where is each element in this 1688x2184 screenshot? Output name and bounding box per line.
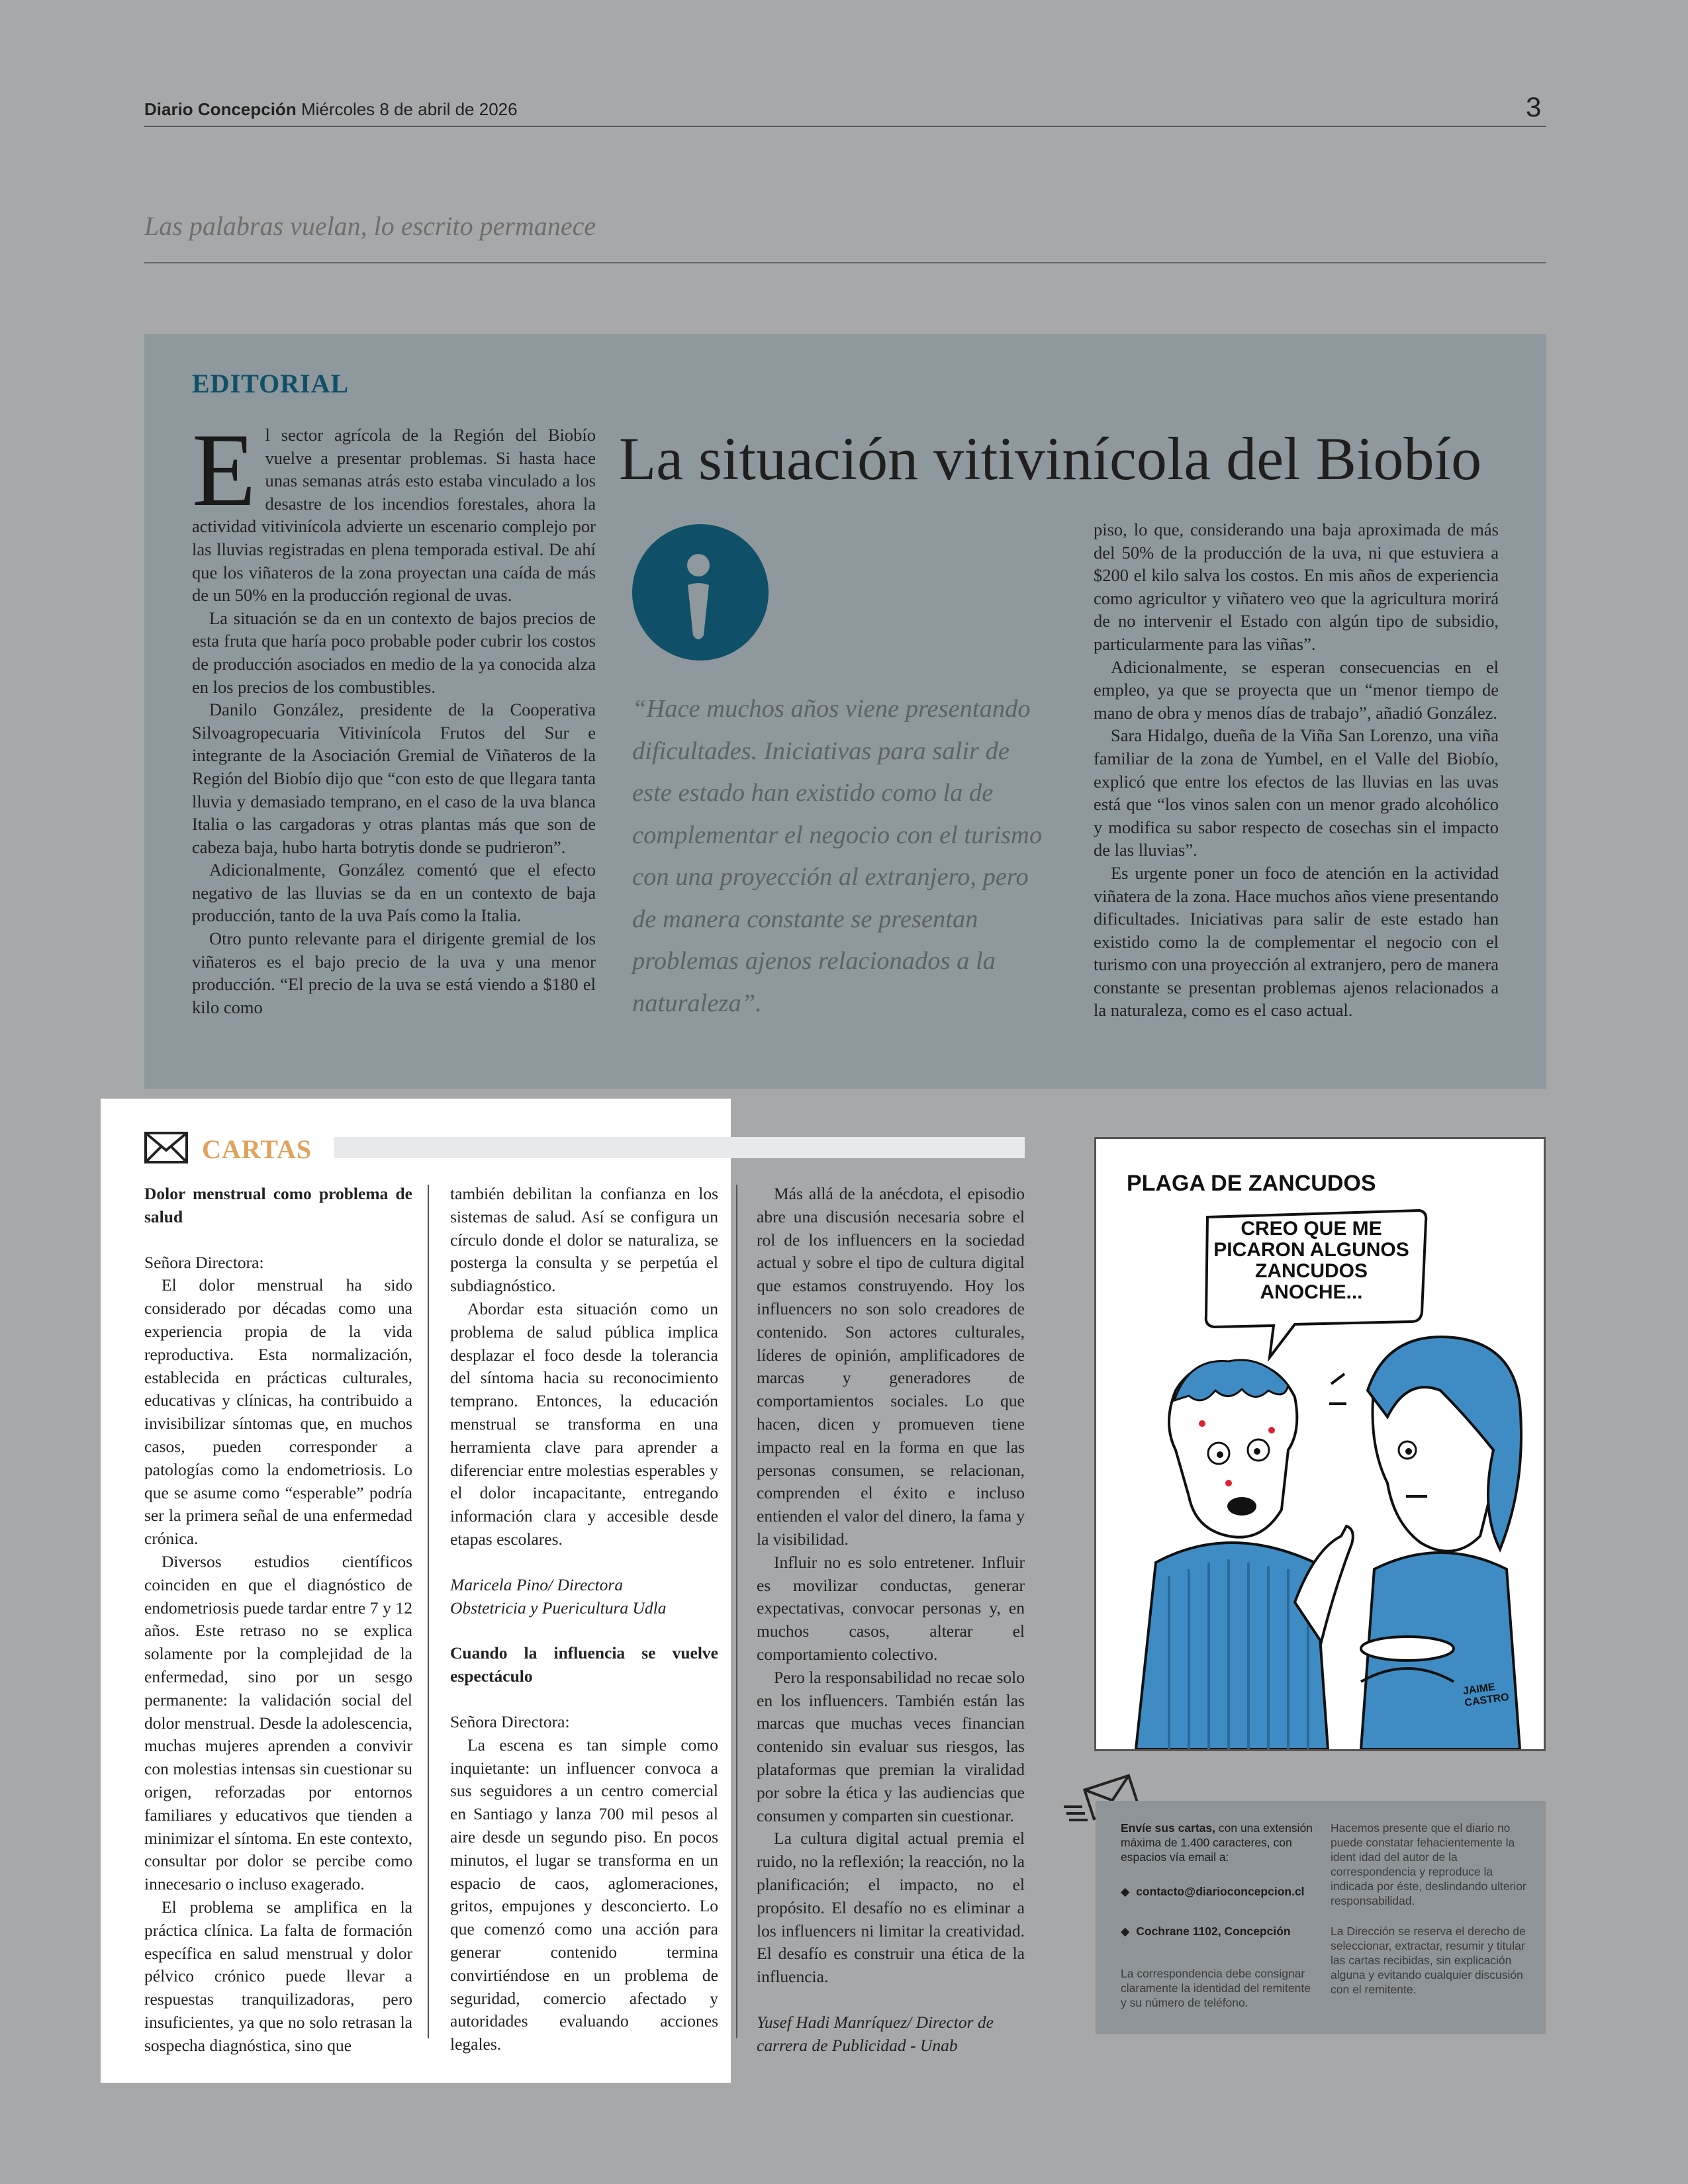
editorial-paragraph: Adicionalmente, González comentó que el efecto negativo de las lluvias se da en un contexto de baja producción, tanto de la uva País como la Italia. [192,860,596,926]
letters-column-3 [757,1183,1025,2057]
publication-header [144,99,518,120]
info-icon [632,524,769,660]
editorial-paragraph: piso, lo que, considerando una baja aproximada de más del 50% de la producción de la uva, ni que estuviera a $200 el kilo salva los costos. En mis años de experiencia como agricultor y viñatero veo que la agricultura morirá de no intervenir el Estado con algún tipo de subsidio, particularmente para las viñas”. [1094,520,1499,654]
editorial-column-1 [192,412,596,1019]
letter-salutation: Señora Directora: [144,1252,264,1272]
letter-paragraph: Abordar esta situación como un problema de salud pública implica desplazar el foco desde la tolerancia del síntoma hacia su reconocimiento temprano. Entonces, la educación menstrual se transforma en una herramienta clave para aprender a diferenciar entre molestias esperables y el dolor incapacitante, entregando información clara y accesible desde etapas escolares. [450,1298,718,1549]
cartoon-signature: JAIME CASTRO [1462,1681,1510,1709]
letters-column-1 [144,1183,412,2057]
section-tagline: Las palabras vuelan, lo escrito permanece [144,211,596,241]
header-rule [144,126,1546,127]
publication-name: Diario Concepción [144,99,297,119]
note-left: La correspondencia debe consignar claramente la identidad del remitente y su número de teléfono. [1121,1967,1311,2009]
letter-signature: carrera de Publicidad - Unab [757,2035,958,2055]
letters-column-2 [450,1183,718,2056]
send-heading: Envíe sus cartas, [1121,1821,1215,1835]
editorial-paragraph: La situación se da en un contexto de bajos precios de esta fruta que haría poco probable poder cubrir los costos de producción asociados en medio de la ya conocida alza en los precios de los combustibles. [192,608,596,697]
cartoon-panel [1094,1137,1546,1751]
letter-paragraph: Más allá de la anécdota, el episodio abre una discusión necesaria sobre el rol de los influencers en la sociedad actual y sobre el tipo de cultura digital que estamos construyendo. Hoy los influencers no son solo creadores de contenido. Son actores culturales, líderes de opinión, amplificadores de marcas y generadores de comportamientos sociales. Lo que hacen, dicen y promueven tiene impacto real en la forma en que las personas consumen, se relacionan, comprenden el éxito e incluso entienden el valor del dinero, la fama y la visibilidad. [757,1184,1025,1549]
letter-paragraph: La escena es tan simple como inquietante: un influencer convoca a sus seguidores a un centro comercial en Santiago y lanza 700 mil pesos al aire desde un segundo piso. En pocos minutos, el lugar se transforma en un espacio de caos, aglomeraciones, gritos, empujones y desconcierto. Lo que comenzó como una acción para generar contenido termina convirtiéndose en un problema de seguridad, comercio afectado y autoridades evaluando acciones legales. [450,1735,718,2054]
editorial-paragraph: Es urgente poner un foco de atención en la actividad viñatera de la zona. Hace muchos años viene presentando dificultades. Iniciativas para salir de este estado han existido como la de complementar el negocio con el turismo con una proyección al extranjero, pero de manera constante se presentan problemas ajenos relacionados a la naturaleza, como es el caso actual. [1094,862,1499,1021]
publication-date: Miércoles 8 de abril de 2026 [301,99,518,119]
envelope-icon [144,1132,188,1167]
letter-paragraph: Influir no es solo entretener. Influir es movilizar conductas, generar expectativas, convocar personas y, en muchos casos, alterar el comportamiento colectivo. [757,1552,1025,1664]
send-text: con una extensión máxima de 1.400 caracteres, con espacios vía email a: [1121,1821,1313,1864]
note-right-1: Hacemos presente que el diario no puede constatar fehacientemente la ident idad del autor de la correspondencia y reproduce la indicada por éste, deslindando ulterior responsabilidad. [1331,1821,1526,1907]
cartas-header-bar [334,1137,1025,1158]
letter-title: Dolor menstrual como problema de salud [144,1184,412,1226]
drop-cap: E [192,412,256,528]
tagline-rule [144,262,1546,263]
letter-paragraph: también debilitan la confianza en los sistemas de salud. Así se configura un círculo donde el dolor se naturaliza, se posterga la consulta y se perpetúa el subdiagnóstico. [450,1184,718,1296]
letter-paragraph: El dolor menstrual ha sido considerado por décadas como una experiencia propia de la vida reproductiva. Esta normalización, establecida en prácticas culturales, educativas y clínicas, ha contribuido a invisibilizar síntomas que, en muchos casos, pueden corresponder a patologías como la endometriosis. Lo que se asume como “esperable” podría ser la primera señal de una enfermedad crónica. [144,1275,412,1549]
editorial-column-3 [1094,518,1499,1022]
letter-salutation: Señora Directora: [450,1711,570,1731]
address-line [1121,1924,1291,1938]
send-instructions [1121,1821,1319,1864]
cartoon-title: PLAGA DE ZANCUDOS [1127,1171,1376,1196]
cartas-label: CARTAS [202,1134,312,1164]
letter-paragraph: Pero la responsabilidad no recae solo en los influencers. También están las marcas que muchas veces financian contenido sin evaluar sus riesgos, las plataformas que premian la viralidad por sobre la ética y las audiencias que consumen y comparten sin cuestionar. [757,1667,1025,1825]
editorial-paragraph: Adicionalmente, se esperan consecuencias en el empleo, ya que se proyecta que un “menor tiempo de mano de obra y menos días de trabajo”, añadió González. [1094,657,1499,723]
email-line [1121,1884,1305,1899]
editorial-pull-quote: “Hace muchos años viene presentando dificultades. Iniciativas para salir de este estado han existido como la de complementar el negocio con el turismo con una proyección al extranjero, pero de manera constante se presentan problemas ajenos relacionados a la naturaleza”. [632,695,1043,1017]
letter-paragraph: Diversos estudios científicos coinciden en que el diagnóstico de endometriosis puede tardar entre 7 y 12 años. Este retraso no se explica solamente por la complejidad de la enfermedad, sino por un sesgo permanente: la validación social del dolor menstrual. Desde la adolescencia, muchas mujeres aprenden a convivir con molestias intensas sin cuestionar su origen, reforzadas por entornos familiares y educativos que tienden a minimizar el síntoma. En este contexto, consultar por dolor se percibe como innecesario o incluso exagerado. [144,1551,413,1894]
column-divider [736,1185,737,2038]
letter-signature: Maricela Pino/ Directora [450,1574,624,1594]
editorial-label: EDITORIAL [192,369,350,398]
cartoon-speech: CREO QUE ME PICARON ALGUNOS ZANCUDOS ANOCHE... [1213,1218,1409,1303]
editorial-paragraph: Otro punto relevante para el dirigente gremial de los viñateros es el bajo precio de la uva y una menor producción. “El precio de la uva se está viendo a $180 el kilo como [192,929,596,1017]
diamond-icon: ◆ [1121,1925,1130,1938]
note-right-2: La Dirección se reserva el derecho de seleccionar, extractar, resumir y titular las cartas recibidas, sin explicación alguna y evitando cualquier discusión con el remitente. [1331,1925,1526,1996]
contact-address: Cochrane 1102, Concepción [1136,1925,1291,1938]
editorial-paragraph: Sara Hidalgo, dueña de la Viña San Lorenzo, una viña familiar de la zona de Yumbel, en el Valle del Biobío, explicó que entre los efectos de las lluvias en las uvas está que “los vinos salen con un menor grado alcohólico y modifica su sabor respecto de cosechas sin el impacto de las lluvias”. [1094,725,1499,860]
letter-paragraph: La cultura digital actual premia el ruido, no la reflexión; la reacción, no la planificación; el impacto, no el propósito. El desafío no es eliminar a los influencers ni limitar la creatividad. El desafío es construir una ética de la influencia. [757,1829,1025,1987]
letter-paragraph: El problema se amplifica en la práctica clínica. La falta de formación específica en salud menstrual y dolor pélvico crónico puede llevar a respuestas tranquilizadoras, pero insuficientes, ya que no solo retrasan la sospecha diagnóstica, sino que [144,1897,412,2055]
editorial-paragraph: Danilo González, presidente de la Cooperativa Silvoagropecuaria Vitivinícola Frutos del Sur e integrante de la Asociación Gremial de Viñateros de la Región del Biobío dijo que “con esto de que llegara tanta lluvia y demasiado temprano, en el caso de la uva blanca Italia o las cargadoras y otras plantas más que son de cabeza baja, hubo harta botrytis donde se pudrieron”. [192,700,596,857]
editorial-paragraph: l sector agrícola de la Región del Biobío vuelve a presentar problemas. Si hasta hace unas semanas atrás esto estaba vinculado a los desastre de los incendios forestales, ahora la actividad vitivinícola advierte un escenario complejo por las lluvias registradas en plena temporada estival. De ahí que los viñateros de la zona proyectan una caída de más de un 50% en la producción regional de uvas. [192,425,596,606]
contact-email[interactable]: contacto@diarioconcepcion.cl [1136,1885,1305,1898]
submission-info-box [1096,1801,1546,2034]
letter-signature: Obstetricia y Puericultura Udla [450,1598,667,1617]
letter-signature: Yusef Hadi Manríquez/ Director de [757,2012,994,2032]
page-number: 3 [1526,91,1542,122]
editorial-headline: La situación vitivinícola del Biobío [619,425,1482,492]
diamond-icon: ◆ [1121,1885,1130,1898]
letter-title: Cuando la influencia se vuelve espectáculo [450,1643,718,1686]
column-divider [428,1185,429,2038]
